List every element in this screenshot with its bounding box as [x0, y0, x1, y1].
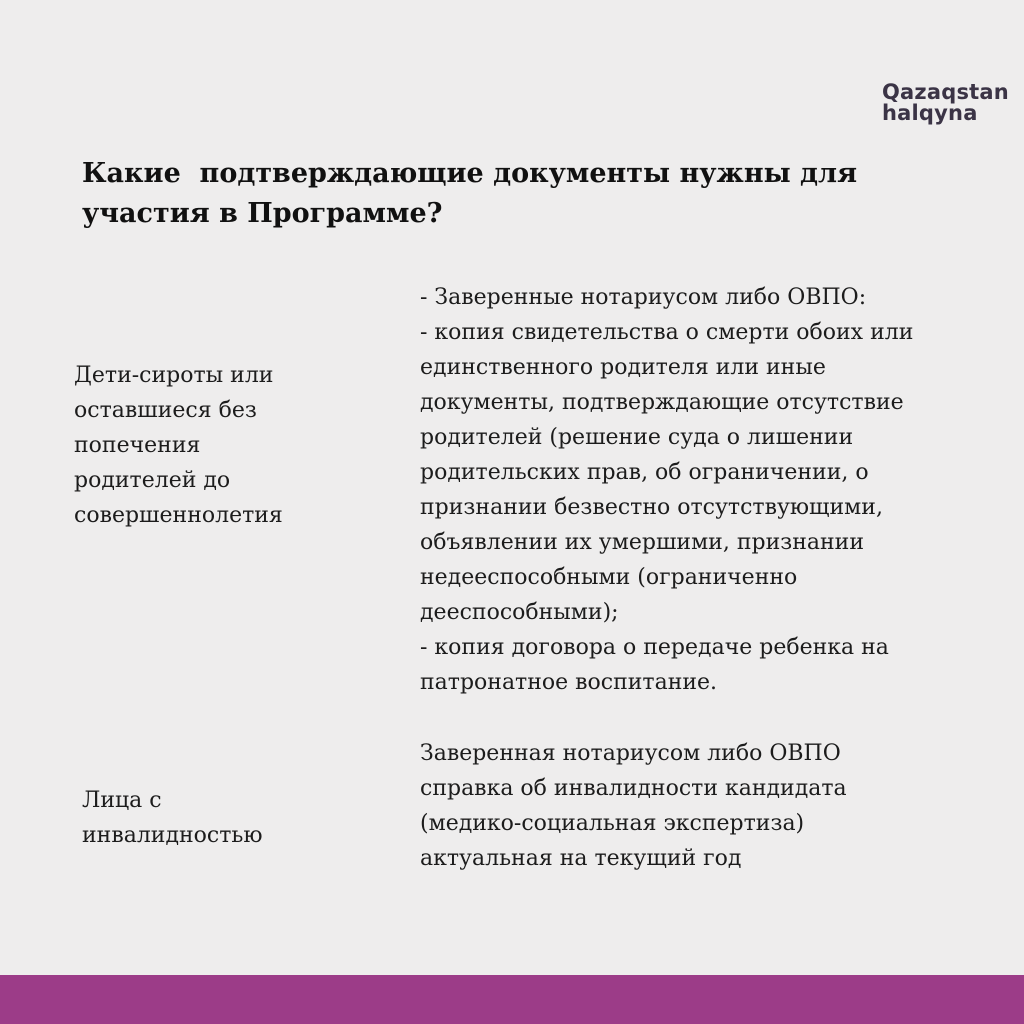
logo-line-2: halqyna	[882, 101, 978, 125]
logo-line-1: Qazaqstan	[882, 80, 1009, 104]
logo-wordmark	[882, 82, 1009, 124]
footer-bar	[0, 975, 1024, 1024]
brand-logo	[872, 0, 1024, 132]
category-disability: Лица с инвалидностью	[82, 788, 263, 848]
category-orphans: Дети-сироты или оставшиеся без попечения родителей до совершеннолетия	[74, 363, 283, 528]
requirements-orphans: - Заверенные нотариусом либо ОВПО: - копия свидетельства о смерти обоих или единственного родителя или иные документы, подтверждающие отсутствие родителей (решение суда о лишении родительских прав, об ограничении, о признании безвестно отсутствующими, объявлении их умершими, признании недееспособными (ограниченно дееспособными); - копия договора о передаче ребенка на патронатное воспитание.	[420, 285, 914, 695]
page-title: Какие подтверждающие документы нужны для участия в Программе?	[82, 158, 858, 229]
soundwave-logo-icon	[872, 0, 1024, 80]
requirements-disability: Заверенная нотариусом либо ОВПО справка об инвалидности кандидата (медико-социальная экспертиза) актуальная на текущий год	[420, 741, 847, 871]
